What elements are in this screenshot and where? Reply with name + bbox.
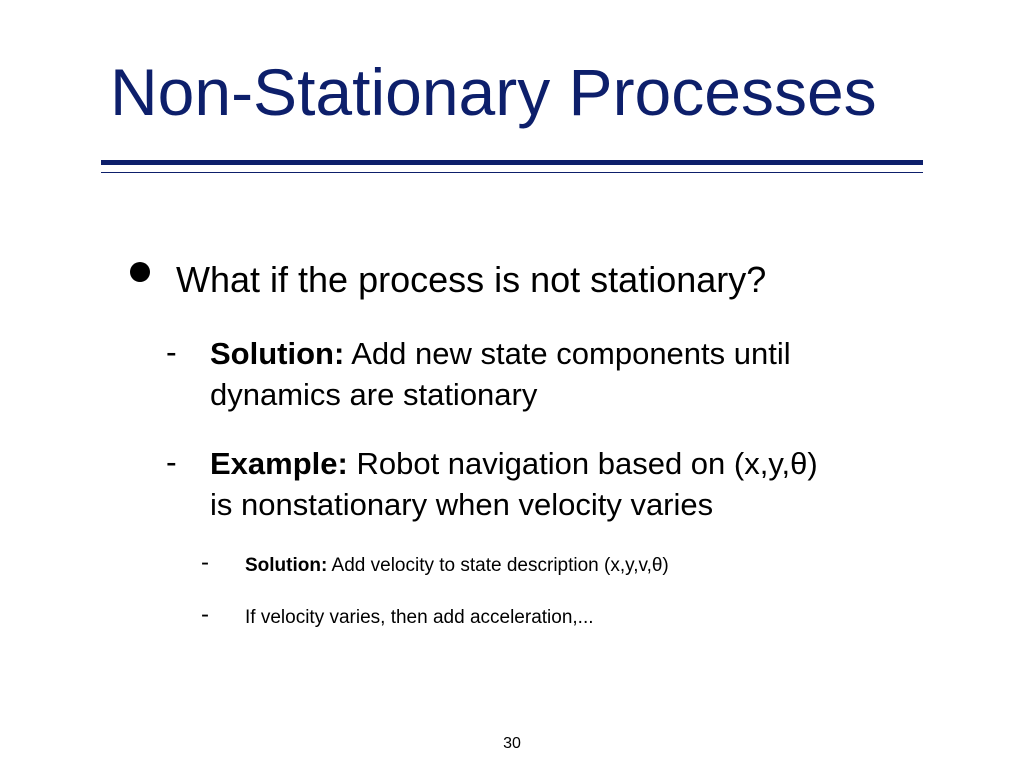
subsub-bullet-1-text: Add velocity to state description (x,y,v,θ): [327, 555, 669, 576]
bullet-dot-icon: [130, 262, 150, 282]
sub-bullet-1-label: Solution:: [210, 336, 345, 371]
dash-icon: -: [166, 444, 177, 480]
sub-bullet-2-line-2: is nonstationary when velocity varies: [210, 487, 714, 522]
title-underline-thin: [101, 172, 923, 173]
subsub-bullet-1-label: Solution:: [245, 555, 328, 576]
subsub-bullet-1: [245, 553, 669, 579]
bullet-1-text: What if the process is not stationary?: [176, 259, 767, 300]
sub-bullet-1-line-1: [210, 334, 791, 374]
subsub-bullet-2: If velocity varies, then add acceleration,...: [245, 607, 594, 628]
sub-bullet-1-text: Add new state components until: [344, 336, 791, 371]
sub-bullet-1-line-2: dynamics are stationary: [210, 377, 538, 412]
dash-icon: -: [166, 334, 177, 370]
dash-icon: -: [201, 601, 209, 628]
slide-title: Non-Stationary Processes: [110, 55, 877, 129]
sub-bullet-2-line-1: [210, 444, 818, 484]
page-number: 30: [503, 735, 521, 752]
dash-icon: -: [201, 549, 209, 576]
sub-bullet-2-label: Example:: [210, 446, 348, 481]
title-underline-thick: [101, 160, 923, 165]
sub-bullet-2-text: Robot navigation based on (x,y,θ): [347, 446, 818, 481]
